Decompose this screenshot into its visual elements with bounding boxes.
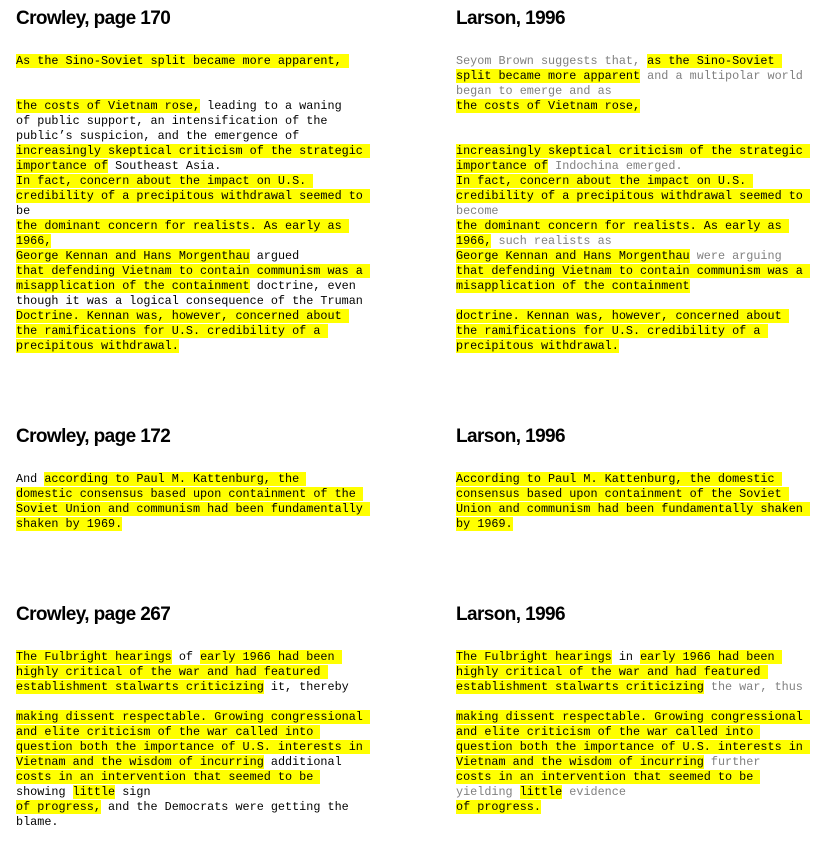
matched-text: consensus based upon containment of the Soviet xyxy=(456,487,789,501)
text-line xyxy=(456,249,810,264)
matched-text: little xyxy=(72,785,116,799)
matched-text: making dissent respectable. Growing congressional xyxy=(16,710,370,724)
text-line xyxy=(456,264,810,279)
matched-text: that defending Vietnam to contain communism was a xyxy=(16,264,370,278)
matched-text: precipitous withdrawal. xyxy=(16,339,179,353)
column-heading: Larson, 1996 xyxy=(456,426,565,447)
matched-text: domestic consensus based upon containment of the xyxy=(16,487,363,501)
text-line xyxy=(456,219,810,234)
text-line xyxy=(456,725,810,740)
matched-text: the costs of Vietnam rose, xyxy=(16,99,201,113)
unmatched-text-muted: the war, thus xyxy=(703,680,803,694)
text-line xyxy=(456,99,810,114)
unmatched-text-muted: such realists as xyxy=(491,234,612,248)
text-line xyxy=(16,69,370,84)
matched-text: costs in an intervention that seemed to be xyxy=(16,770,321,784)
text-line xyxy=(16,324,370,339)
unmatched-text: Southeast Asia. xyxy=(108,159,222,173)
text-line xyxy=(16,770,370,785)
text-line xyxy=(456,204,810,219)
unmatched-text: and the Democrats were getting the xyxy=(100,800,349,814)
matched-text: the costs of Vietnam rose, xyxy=(456,99,641,113)
matched-text: according to Paul M. Kattenburg, the xyxy=(44,472,307,486)
unmatched-text-muted: Seyom Brown suggests that, xyxy=(456,54,648,68)
text-line xyxy=(16,99,370,114)
matched-text: Doctrine. Kennan was, however, concerned about xyxy=(16,309,349,323)
matched-text: precipitous withdrawal. xyxy=(456,339,619,353)
column-heading: Crowley, page 170 xyxy=(16,8,171,29)
text-line xyxy=(16,725,370,740)
matched-text: shaken by 1969. xyxy=(16,517,123,531)
text-line xyxy=(456,339,810,354)
unmatched-text: it, thereby xyxy=(263,680,349,694)
text-line xyxy=(456,487,810,502)
text-line xyxy=(16,54,370,69)
matched-text: Soviet Union and communism had been fundamentally xyxy=(16,502,370,516)
column-heading: Larson, 1996 xyxy=(456,604,565,625)
text-line xyxy=(456,502,810,517)
text-line xyxy=(16,264,370,279)
text-line xyxy=(456,294,810,309)
matched-text: question both the importance of U.S. interests in xyxy=(456,740,810,754)
matched-text: making dissent respectable. Growing congressional xyxy=(456,710,810,724)
passage-text xyxy=(16,472,370,532)
text-line xyxy=(16,114,370,129)
matched-text: early 1966 had been xyxy=(640,650,782,664)
unmatched-text: of xyxy=(171,650,201,664)
unmatched-text-muted: and a multipolar world xyxy=(640,69,803,83)
text-line xyxy=(456,472,810,487)
matched-text: early 1966 had been xyxy=(200,650,342,664)
column-heading: Crowley, page 267 xyxy=(16,604,171,625)
text-line xyxy=(456,770,810,785)
unmatched-text: blame. xyxy=(16,815,59,829)
matched-text: Vietnam and the wisdom of incurring xyxy=(456,755,704,769)
text-line xyxy=(456,324,810,339)
matched-text: increasingly skeptical criticism of the strategic xyxy=(16,144,370,158)
passage-text xyxy=(456,650,810,815)
unmatched-text-muted: further xyxy=(703,755,761,769)
column-heading: Crowley, page 172 xyxy=(16,426,171,447)
text-line xyxy=(16,249,370,264)
text-line xyxy=(16,219,370,234)
text-line xyxy=(456,785,810,800)
matched-text: the dominant concern for realists. As early as xyxy=(16,219,349,233)
matched-text: misapplication of the containment xyxy=(16,279,250,293)
text-line xyxy=(456,695,810,710)
matched-text: establishment stalwarts criticizing xyxy=(456,680,704,694)
text-line xyxy=(456,69,810,84)
matched-text: doctrine. Kennan was, however, concerned about xyxy=(456,309,789,323)
unmatched-text: public’s suspicion, and the emergence of xyxy=(16,129,300,143)
unmatched-text: be xyxy=(16,204,31,218)
text-line xyxy=(456,680,810,695)
matched-text: increasingly skeptical criticism of the strategic xyxy=(456,144,810,158)
text-line xyxy=(456,755,810,770)
unmatched-text: of public support, an intensification of the xyxy=(16,114,328,128)
text-line xyxy=(456,710,810,725)
passage-text xyxy=(456,54,810,354)
matched-text: As the Sino-Soviet split became more apparent, xyxy=(16,54,349,68)
unmatched-text-muted: become xyxy=(456,204,499,218)
unmatched-text: in xyxy=(611,650,641,664)
text-line xyxy=(16,174,370,189)
text-line xyxy=(16,84,370,99)
text-line xyxy=(16,815,370,830)
matched-text: Vietnam and the wisdom of incurring xyxy=(16,755,264,769)
matched-text: question both the importance of U.S. interests in xyxy=(16,740,370,754)
unmatched-text-muted: Indochina emerged. xyxy=(548,159,683,173)
matched-text: of progress. xyxy=(456,800,541,814)
matched-text: 1966, xyxy=(16,234,52,248)
text-line xyxy=(456,189,810,204)
text-line xyxy=(456,740,810,755)
matched-text: importance of xyxy=(16,159,109,173)
matched-text: credibility of a precipitous withdrawal seemed to xyxy=(16,189,370,203)
unmatched-text-muted: evidence xyxy=(562,785,626,799)
text-line xyxy=(16,204,370,219)
text-line xyxy=(16,294,370,309)
text-line xyxy=(16,129,370,144)
text-line xyxy=(16,785,370,800)
unmatched-text: doctrine, even xyxy=(249,279,356,293)
text-line xyxy=(456,144,810,159)
matched-text: as the Sino-Soviet xyxy=(647,54,782,68)
matched-text: 1966, xyxy=(456,234,492,248)
matched-text: The Fulbright hearings xyxy=(456,650,612,664)
text-line xyxy=(16,755,370,770)
matched-text: by 1969. xyxy=(456,517,513,531)
text-line xyxy=(456,84,810,99)
unmatched-text-muted: began to emerge and as xyxy=(456,84,612,98)
matched-text: The Fulbright hearings xyxy=(16,650,172,664)
matched-text: According to Paul M. Kattenburg, the domestic xyxy=(456,472,782,486)
matched-text: importance of xyxy=(456,159,549,173)
matched-text: costs in an intervention that seemed to be xyxy=(456,770,761,784)
text-line xyxy=(456,54,810,69)
text-line xyxy=(456,159,810,174)
matched-text: the ramifications for U.S. credibility of a xyxy=(456,324,768,338)
text-line xyxy=(16,740,370,755)
unmatched-text: argued xyxy=(249,249,300,263)
text-line xyxy=(16,144,370,159)
text-line xyxy=(456,650,810,665)
text-line xyxy=(16,650,370,665)
text-line xyxy=(456,800,810,815)
matched-text: credibility of a precipitous withdrawal seemed to xyxy=(456,189,810,203)
matched-text: split became more apparent xyxy=(456,69,641,83)
text-line xyxy=(456,114,810,129)
text-line xyxy=(16,339,370,354)
unmatched-text: additional xyxy=(263,755,342,769)
text-line xyxy=(16,279,370,294)
text-line xyxy=(456,129,810,144)
matched-text: misapplication of the containment xyxy=(456,279,690,293)
text-line xyxy=(16,309,370,324)
text-line xyxy=(16,695,370,710)
matched-text: George Kennan and Hans Morgenthau xyxy=(16,249,250,263)
text-line xyxy=(16,710,370,725)
text-line xyxy=(16,159,370,174)
unmatched-text: leading to a waning xyxy=(200,99,342,113)
text-line xyxy=(16,665,370,680)
matched-text: In fact, concern about the impact on U.S. xyxy=(16,174,314,188)
passage-text xyxy=(456,472,810,532)
text-line xyxy=(456,279,810,294)
text-line xyxy=(16,487,370,502)
text-line xyxy=(456,309,810,324)
text-line xyxy=(16,502,370,517)
matched-text: that defending Vietnam to contain communism was a xyxy=(456,264,810,278)
passage-text xyxy=(16,54,370,354)
unmatched-text-muted: were arguing xyxy=(689,249,782,263)
unmatched-text-muted: yielding xyxy=(456,785,520,799)
matched-text: of progress, xyxy=(16,800,101,814)
text-line xyxy=(16,680,370,695)
unmatched-text: showing xyxy=(16,785,73,799)
passage-text xyxy=(16,650,370,830)
text-line xyxy=(16,517,370,532)
matched-text: the ramifications for U.S. credibility of a xyxy=(16,324,328,338)
matched-text: and elite criticism of the war called into xyxy=(16,725,321,739)
text-line xyxy=(456,174,810,189)
matched-text: highly critical of the war and had featured xyxy=(456,665,768,679)
text-line xyxy=(456,517,810,532)
column-heading: Larson, 1996 xyxy=(456,8,565,29)
matched-text: little xyxy=(519,785,563,799)
text-line xyxy=(16,234,370,249)
matched-text: the dominant concern for realists. As early as xyxy=(456,219,789,233)
text-line xyxy=(456,234,810,249)
text-line xyxy=(16,800,370,815)
text-line xyxy=(16,472,370,487)
unmatched-text: sign xyxy=(115,785,151,799)
matched-text: Union and communism had been fundamentally shaken xyxy=(456,502,810,516)
matched-text: highly critical of the war and had featured xyxy=(16,665,328,679)
unmatched-text: though it was a logical consequence of the Truman xyxy=(16,294,363,308)
matched-text: establishment stalwarts criticizing xyxy=(16,680,264,694)
text-line xyxy=(16,189,370,204)
unmatched-text: And xyxy=(16,472,45,486)
matched-text: George Kennan and Hans Morgenthau xyxy=(456,249,690,263)
matched-text: and elite criticism of the war called into xyxy=(456,725,761,739)
text-line xyxy=(456,665,810,680)
matched-text: In fact, concern about the impact on U.S. xyxy=(456,174,754,188)
